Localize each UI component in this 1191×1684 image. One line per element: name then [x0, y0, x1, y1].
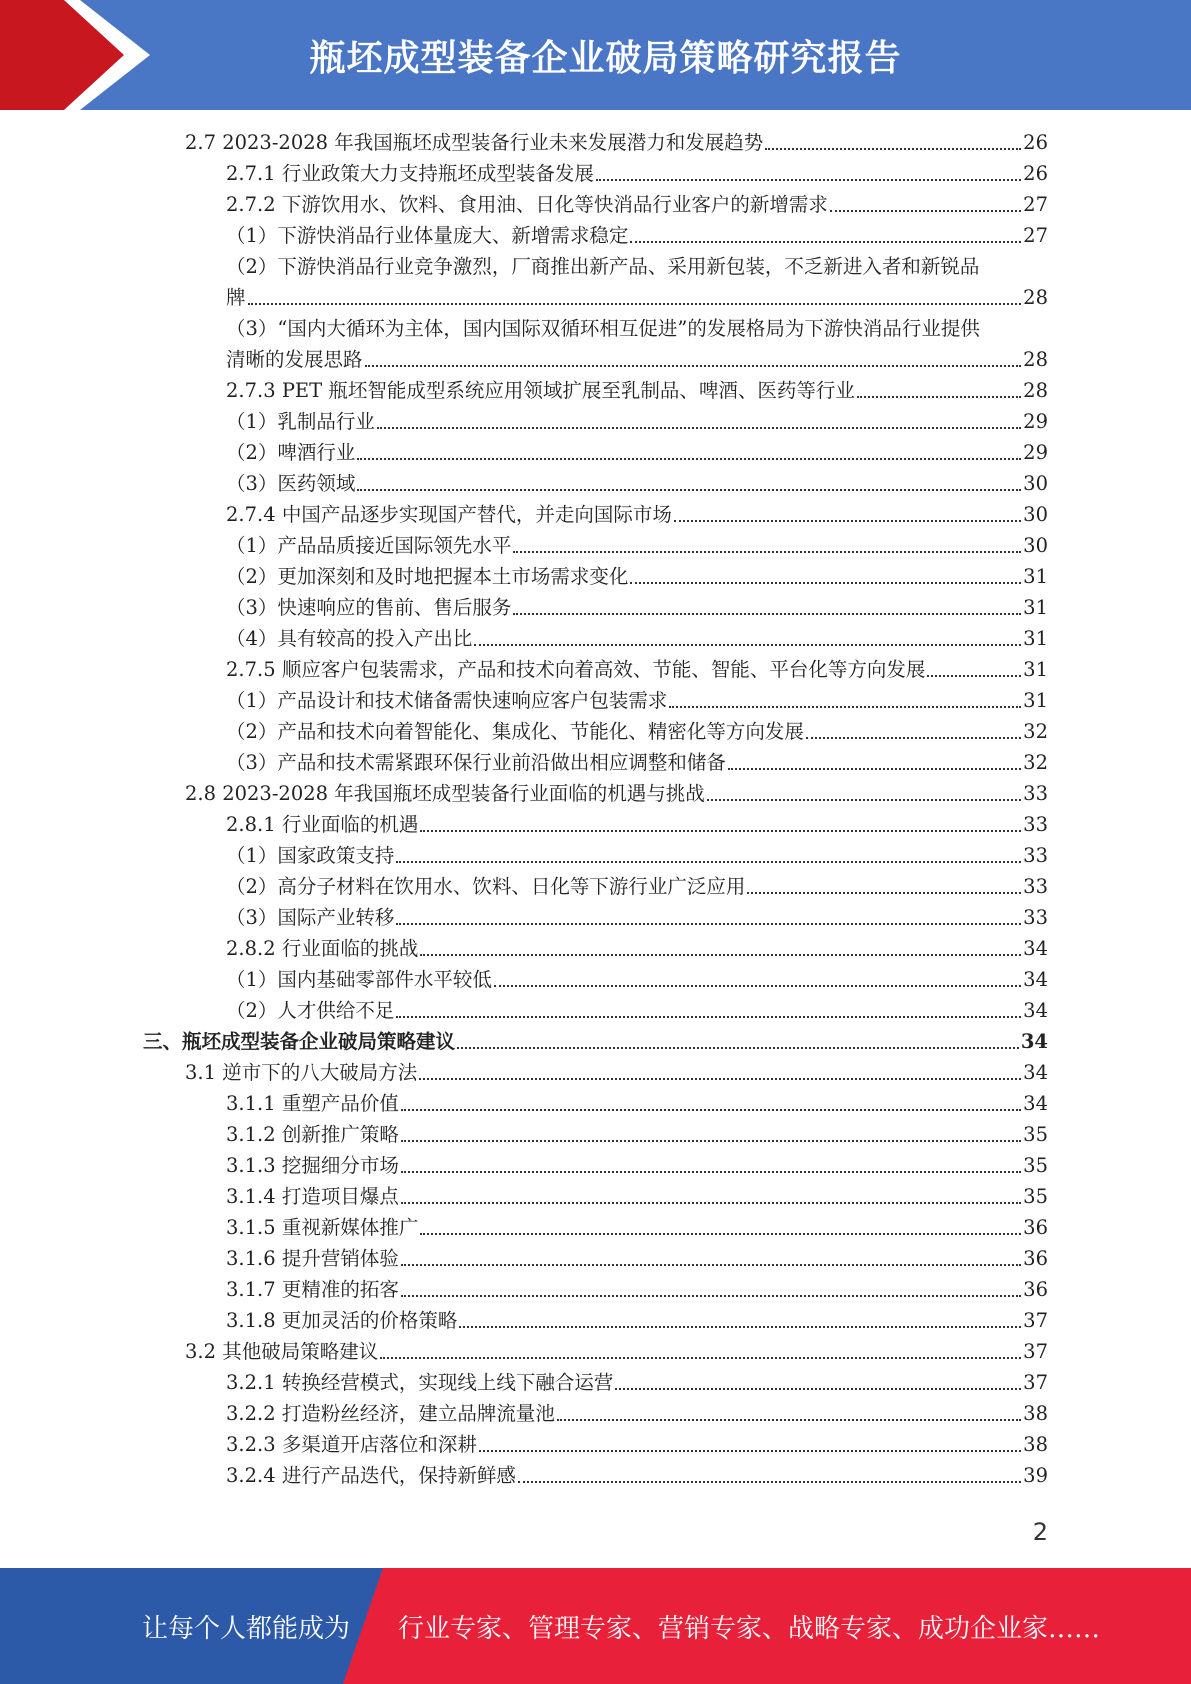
toc-page: 34: [1023, 937, 1048, 960]
toc-leader: [401, 1119, 1021, 1150]
toc-page: 26: [1023, 131, 1048, 154]
toc-leader: [707, 778, 1021, 809]
toc-page: 29: [1023, 410, 1048, 433]
toc-entry[interactable]: [226, 189, 1048, 220]
toc-leader: [857, 375, 1021, 406]
toc-entry[interactable]: [226, 995, 1048, 1026]
toc-label: （2）啤酒行业: [226, 441, 356, 464]
toc-leader: [513, 592, 1021, 623]
toc-label: 3.2 其他破局策略建议: [185, 1340, 379, 1363]
toc-page: 30: [1023, 472, 1048, 495]
toc-label: （2）人才供给不足: [226, 999, 395, 1022]
toc-leader: [630, 561, 1021, 592]
toc-label: 2.7.5 顺应客户包装需求，产品和技术向着高效、节能、智能、平台化等方向发展: [226, 658, 926, 681]
toc-label: （1）乳制品行业: [226, 410, 375, 433]
toc-label: （2）更加深刻和及时地把握本土市场需求变化: [226, 565, 629, 588]
toc-page: 30: [1023, 534, 1048, 557]
toc-page: 36: [1023, 1278, 1048, 1301]
toc-label-line: （2）下游快消品行业竞争激烈，厂商推出新产品、采用新包装，不乏新进入者和新锐品: [226, 255, 980, 278]
footer-slogan-right: 行业专家、管理专家、营销专家、战略专家、成功企业家……: [398, 1613, 1101, 1644]
toc-label: 三、瓶坯成型装备企业破局策略建议: [143, 1030, 456, 1053]
toc-page: 34: [1023, 1061, 1048, 1084]
toc-label: 2.8.2 行业面临的挑战: [226, 937, 419, 960]
toc-leader: [377, 406, 1021, 437]
toc-leader: [248, 282, 1022, 313]
toc-leader: [365, 344, 1022, 375]
toc-page: 33: [1023, 906, 1048, 929]
toc-leader: [380, 1336, 1021, 1367]
toc-entry[interactable]: [226, 375, 1048, 406]
toc-page: 30: [1023, 503, 1048, 526]
toc-leader: [596, 158, 1021, 189]
toc-label: （1）国家政策支持: [226, 844, 395, 867]
toc-leader: [357, 468, 1021, 499]
toc-label: 3.1.6 提升营销体验: [226, 1247, 399, 1270]
toc-entry[interactable]: [226, 685, 1048, 716]
toc-label: 2.8 2023-2028 年我国瓶坯成型装备行业面临的机遇与挑战: [185, 782, 705, 805]
toc-entry[interactable]: [226, 406, 1048, 437]
toc-entry-chapter[interactable]: [143, 1026, 1048, 1057]
toc-label: 2.7.1 行业政策大力支持瓶坯成型装备发展: [226, 162, 594, 185]
toc-page: 37: [1023, 1340, 1048, 1363]
toc-entry[interactable]: [185, 1057, 1048, 1088]
toc-page: 31: [1023, 627, 1048, 650]
toc-entry[interactable]: [226, 840, 1048, 871]
toc-entry[interactable]: [226, 468, 1048, 499]
toc-entry[interactable]: [226, 747, 1048, 778]
page-header: [0, 0, 1191, 110]
toc-leader: [479, 1429, 1021, 1460]
toc-entry[interactable]: [226, 1460, 1048, 1491]
toc-page: 28: [1023, 348, 1048, 371]
toc-entry[interactable]: [226, 158, 1048, 189]
toc-page: 34: [1023, 999, 1048, 1022]
toc-page: 36: [1023, 1247, 1048, 1270]
toc-label: （4）具有较高的投入产出比: [226, 627, 473, 650]
toc-entry[interactable]: [226, 964, 1048, 995]
toc-page: 34: [1023, 1092, 1048, 1115]
toc-leader: [401, 1181, 1021, 1212]
toc-leader: [396, 902, 1021, 933]
report-title: 瓶坯成型装备企业破局策略研究报告: [309, 37, 902, 79]
toc-label: 3.2.3 多渠道开店落位和深耕: [226, 1433, 477, 1456]
toc-leader: [401, 1274, 1021, 1305]
toc-label: 3.1.4 打造项目爆点: [226, 1185, 399, 1208]
toc-entry[interactable]: [226, 344, 1048, 375]
toc-entry[interactable]: [226, 282, 1048, 313]
toc-page: 37: [1023, 1371, 1048, 1394]
toc-leader: [420, 809, 1021, 840]
toc-entry[interactable]: [226, 1119, 1048, 1150]
toc-page: 34: [1020, 1030, 1048, 1053]
toc-page: 37: [1023, 1309, 1048, 1332]
page-footer: [0, 1568, 1191, 1684]
toc-label: 3.1 逆市下的八大破局方法: [185, 1061, 418, 1084]
toc-page: 38: [1023, 1402, 1048, 1425]
toc-leader: [830, 189, 1021, 220]
toc-page: 33: [1023, 782, 1048, 805]
toc-entry[interactable]: [226, 1367, 1048, 1398]
toc-leader: [420, 1212, 1021, 1243]
toc-page: 29: [1023, 441, 1048, 464]
toc-label: 3.2.2 打造粉丝经济，建立品牌流量池: [226, 1402, 555, 1425]
toc-leader: [765, 127, 1021, 158]
toc-leader: [615, 1367, 1021, 1398]
toc-leader: [669, 685, 1021, 716]
toc-entry[interactable]: [226, 530, 1048, 561]
toc-entry[interactable]: [226, 1181, 1048, 1212]
toc-leader: [674, 499, 1021, 530]
toc-label: （1）产品品质接近国际领先水平: [226, 534, 512, 557]
toc-entry[interactable]: [226, 933, 1048, 964]
toc-label: 2.7.3 PET 瓶坯智能成型系统应用领域扩展至乳制品、啤酒、医药等行业: [226, 379, 855, 402]
toc-page: 31: [1023, 596, 1048, 619]
toc-page: 32: [1023, 751, 1048, 774]
toc-page: 28: [1023, 379, 1048, 402]
toc-label: （2）高分子材料在饮用水、饮料、日化等下游行业广泛应用: [226, 875, 746, 898]
toc-label: （1）国内基础零部件水平较低: [226, 968, 492, 991]
toc-leader: [927, 654, 1021, 685]
toc-leader: [513, 530, 1021, 561]
toc-page: 31: [1023, 565, 1048, 588]
toc-page: 36: [1023, 1216, 1048, 1239]
page-number: 2: [1032, 1518, 1048, 1546]
toc-entry[interactable]: [185, 778, 1048, 809]
toc-label: 3.1.2 创新推广策略: [226, 1123, 399, 1146]
toc-label: 3.1.8 更加灵活的价格策略: [226, 1309, 458, 1332]
toc-entry[interactable]: [226, 561, 1048, 592]
toc-label: 3.1.1 重塑产品价值: [226, 1092, 399, 1115]
toc-label: 牌: [226, 286, 246, 309]
toc-page: 33: [1023, 875, 1048, 898]
toc-leader: [474, 623, 1021, 654]
toc-leader: [494, 964, 1021, 995]
toc-page: 38: [1023, 1433, 1048, 1456]
toc-label: （1）下游快消品行业体量庞大、新增需求稳定: [226, 224, 629, 247]
toc-leader: [420, 933, 1021, 964]
toc-page: 32: [1023, 720, 1048, 743]
toc-label: 3.2.1 转换经营模式，实现线上线下融合运营: [226, 1371, 614, 1394]
toc-entry[interactable]: [226, 871, 1048, 902]
toc-label: 3.1.5 重视新媒体推广: [226, 1216, 419, 1239]
toc-leader: [747, 871, 1021, 902]
toc-label: 2.7 2023-2028 年我国瓶坯成型装备行业未来发展潜力和发展趋势: [185, 131, 764, 154]
toc-entry[interactable]: [226, 1429, 1048, 1460]
toc-page: 35: [1023, 1185, 1048, 1208]
toc-page: 34: [1023, 968, 1048, 991]
toc-entry[interactable]: [226, 1274, 1048, 1305]
toc-entry[interactable]: [185, 1336, 1048, 1367]
toc-leader: [396, 840, 1021, 871]
toc-page: 39: [1023, 1464, 1048, 1487]
toc-page: 26: [1023, 162, 1048, 185]
toc-leader: [728, 747, 1021, 778]
toc-page: 31: [1023, 689, 1048, 712]
toc-page: 35: [1023, 1154, 1048, 1177]
toc-label: 3.1.7 更精准的拓客: [226, 1278, 399, 1301]
toc-entry[interactable]: [226, 654, 1048, 685]
toc-label: （1）产品设计和技术储备需快速响应客户包装需求: [226, 689, 668, 712]
toc-page: 27: [1023, 224, 1048, 247]
toc-entry[interactable]: [226, 499, 1048, 530]
toc-page: 33: [1023, 813, 1048, 836]
toc-page: 35: [1023, 1123, 1048, 1146]
toc-page: 27: [1023, 193, 1048, 216]
toc-entry[interactable]: [226, 1212, 1048, 1243]
toc-leader: [459, 1305, 1021, 1336]
toc-leader: [401, 1088, 1021, 1119]
toc-page: 28: [1023, 286, 1048, 309]
toc-entry[interactable]: [226, 1398, 1048, 1429]
toc-entry[interactable]: [185, 127, 1048, 158]
toc-label: （3）快速响应的售前、售后服务: [226, 596, 512, 619]
toc-label: 2.8.1 行业面临的机遇: [226, 813, 419, 836]
toc-entry[interactable]: [226, 1150, 1048, 1181]
toc-label: 3.2.4 进行产品迭代，保持新鲜感: [226, 1464, 516, 1487]
toc-label: 3.1.3 挖掘细分市场: [226, 1154, 399, 1177]
toc-leader: [401, 1243, 1021, 1274]
footer-slogan-left: 让每个人都能成为: [142, 1613, 351, 1644]
toc-page: 31: [1023, 658, 1048, 681]
toc-leader: [396, 995, 1021, 1026]
toc-label: 2.7.2 下游饮用水、饮料、食用油、日化等快消品行业客户的新增需求: [226, 193, 828, 216]
toc-leader: [457, 1026, 1019, 1057]
toc-leader: [357, 437, 1021, 468]
toc-leader: [518, 1460, 1021, 1491]
toc-leader: [557, 1398, 1021, 1429]
toc-leader: [630, 220, 1021, 251]
toc-label-line: （3）“国内大循环为主体，国内国际双循环相互促进”的发展格局为下游快消品行业提供: [226, 317, 980, 340]
toc-entry[interactable]: [226, 1243, 1048, 1274]
toc-entry[interactable]: [226, 716, 1048, 747]
toc-label: 2.7.4 中国产品逐步实现国产替代，并走向国际市场: [226, 503, 672, 526]
toc-entry[interactable]: [226, 592, 1048, 623]
toc-label: （2）产品和技术向着智能化、集成化、节能化、精密化等方向发展: [226, 720, 804, 743]
toc-leader: [806, 716, 1021, 747]
toc-entry[interactable]: [226, 220, 1048, 251]
toc-label: 清晰的发展思路: [226, 348, 363, 371]
toc-label: （3）医药领域: [226, 472, 356, 495]
toc-entry[interactable]: [226, 1088, 1048, 1119]
toc-leader: [419, 1057, 1021, 1088]
toc-entry[interactable]: [226, 809, 1048, 840]
toc-entry[interactable]: [226, 623, 1048, 654]
toc-entry[interactable]: [226, 437, 1048, 468]
toc-entry[interactable]: [226, 1305, 1048, 1336]
toc-entry[interactable]: [226, 902, 1048, 933]
toc-page: 33: [1023, 844, 1048, 867]
toc-label: （3）国际产业转移: [226, 906, 395, 929]
toc-label: （3）产品和技术需紧跟环保行业前沿做出相应调整和储备: [226, 751, 726, 774]
toc-leader: [401, 1150, 1021, 1181]
